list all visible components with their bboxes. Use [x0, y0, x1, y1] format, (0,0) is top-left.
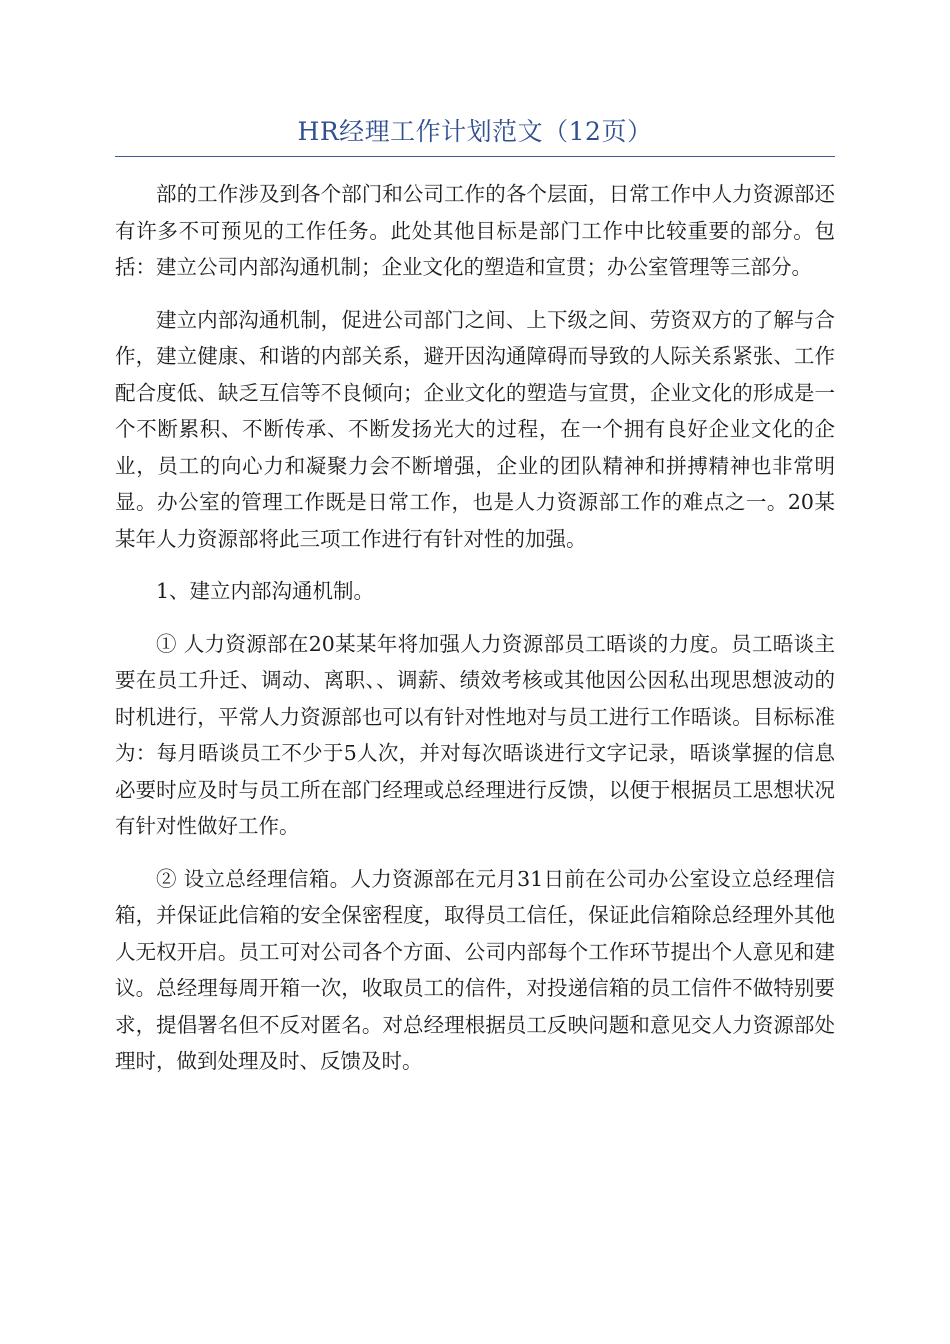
section-heading-1: 1、建立内部沟通机制。	[156, 579, 375, 603]
paragraph-intro: 部的工作涉及到各个部门和公司工作的各个层面，日常工作中人力资源部还有许多不可预见的工作任务。此处其他目标是部门工作中比较重要的部分。包括：建立公司内部沟通机制；企业文化的塑造和宣贯；办公室管理等三部分。	[115, 182, 835, 279]
page-header	[115, 112, 835, 157]
document-title: HR经理工作计划范文（12页）	[297, 117, 653, 146]
document-body	[115, 176, 835, 1096]
paragraph-item-1: ① 人力资源部在20某某年将加强人力资源部员工晤谈的力度。员工晤谈主要在员工升迁、调动、离职、、调薪、绩效考核或其他因公因私出现思想波动的时机进行，平常人力资源部也可以有针对性地对与员工进行工作晤谈。目标标准为：每月晤谈员工不少于5人次，并对每次晤谈进行文字记录，晤谈掌握的信息必要时应及时与员工所在部门经理或总经理进行反馈，以便于根据员工思想状况有针对性做好工作。	[115, 631, 835, 838]
paragraph-communication-mechanism: 建立内部沟通机制，促进公司部门之间、上下级之间、劳资双方的了解与合作，建立健康、和谐的内部关系，避开因沟通障碍而导致的人际关系紧张、工作配合度低、缺乏互信等不良倾向；企业文化的塑造与宣贯，企业文化的形成是一个不断累积、不断传承、不断发扬光大的过程，在一个拥有良好企业文化的企业，员工的向心力和凝聚力会不断增强，企业的团队精神和拼搏精神也非常明显。办公室的管理工作既是日常工作，也是人力资源部工作的难点之一。20某某年人力资源部将此三项工作进行有针对性的加强。	[115, 307, 835, 551]
paragraph-item-2: ② 设立总经理信箱。人力资源部在元月31日前在公司办公室设立总经理信箱，并保证此信箱的安全保密程度，取得员工信任，保证此信箱除总经理外其他人无权开启。员工可对公司各个方面、公司内部每个工作环节提出个人意见和建议。总经理每周开箱一次，收取员工的信件，对投递信箱的员工信件不做特别要求，提倡署名但不反对匿名。对总经理根据员工反映问题和意见交人力资源部处理时，做到处理及时、反馈及时。	[115, 866, 835, 1073]
